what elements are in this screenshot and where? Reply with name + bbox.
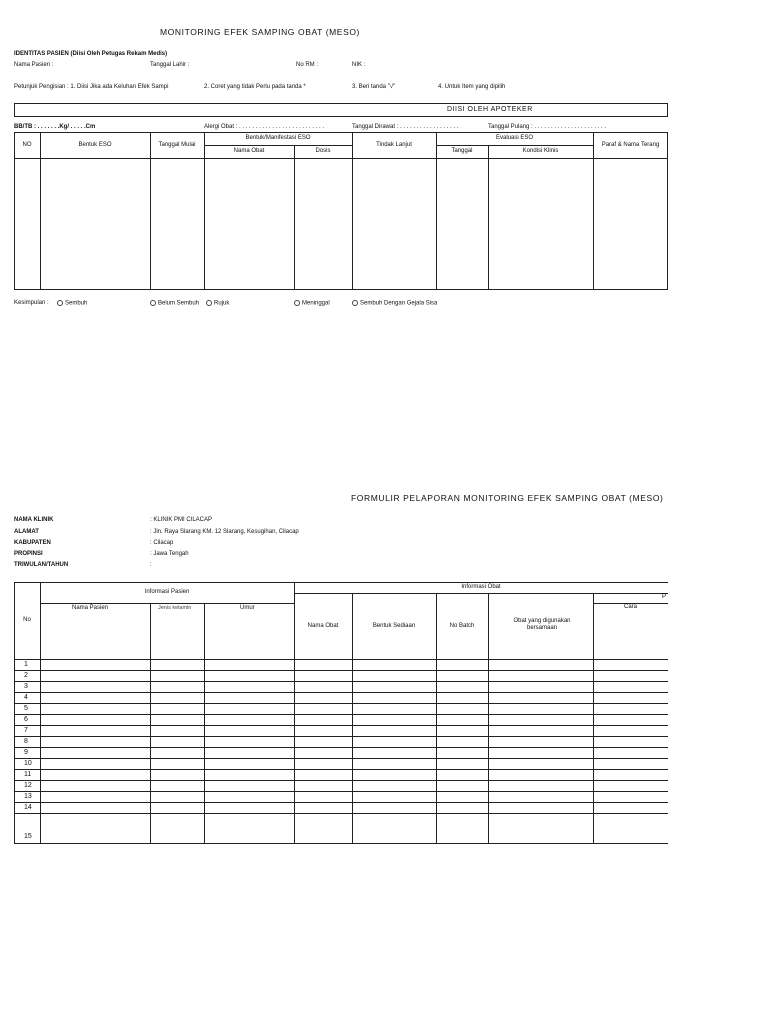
col-kondisi-klinis: Kondisi Klinis — [522, 148, 559, 155]
row-number: 10 — [24, 760, 32, 767]
col-obat-bersamaan: Obat yang digunakan bersamaan — [513, 618, 571, 631]
col-paraf: Paraf & Nama Terang — [601, 141, 660, 148]
row-number: 3 — [24, 683, 28, 690]
apoteker-banner-box — [14, 103, 668, 117]
info-label: NAMA KLINIK — [14, 517, 54, 523]
radio-icon — [206, 300, 212, 306]
col-jenis-kelamin: Jenis kelamin — [158, 605, 192, 611]
alergi-field[interactable]: Alergi Obat : . . . . . . . . . . . . . . . . . . . . . . . . . . — [204, 124, 325, 130]
row-number: 15 — [24, 833, 32, 840]
row-number: 9 — [24, 749, 28, 756]
no-rm-label: No RM : — [296, 62, 319, 68]
kesimpulan-label: Kesimpulan : — [14, 300, 49, 306]
option-sembuh[interactable]: Sembuh — [57, 300, 87, 307]
radio-icon — [352, 300, 358, 306]
row-number: 5 — [24, 705, 28, 712]
info-label: TRIWULAN/TAHUN — [14, 562, 69, 568]
option-belum-sembuh[interactable]: Belum Sembuh — [150, 300, 199, 307]
col-p-cut: P — [662, 594, 667, 600]
col-tindak-lanjut: Tindak Lanjut — [376, 141, 412, 148]
info-label: PROPINSI — [14, 551, 43, 557]
bb-tb-field[interactable]: BB/TB : . . . . . . .Kg/ . . . . .Cm — [14, 124, 96, 130]
row-number: 6 — [24, 716, 28, 723]
col-no: No — [23, 617, 31, 624]
row-number: 13 — [24, 793, 32, 800]
report-table-bottom — [14, 843, 668, 844]
info-label: ALAMAT — [14, 529, 39, 535]
info-value: : Cilacap — [150, 540, 174, 546]
row-number: 2 — [24, 672, 28, 679]
col-tanggal: Tanggal — [451, 148, 473, 155]
instruction-item-4: 4. Untuk Item yang dipilih — [438, 84, 506, 90]
col-cara: Cara — [623, 604, 637, 611]
radio-icon — [294, 300, 300, 306]
option-sembuh-gejala-sisa[interactable]: Sembuh Dengan Gejala Sisa — [352, 300, 437, 307]
row-number: 7 — [24, 727, 28, 734]
identity-header: IDENTITAS PASIEN (Diisi Oleh Petugas Rekam Medis) — [14, 51, 168, 57]
row-number: 1 — [24, 661, 28, 668]
option-meninggal[interactable]: Meninggal — [294, 300, 330, 307]
col-no-batch: No Batch — [449, 622, 475, 629]
col-tanggal-mulai: Tanggal Mulai — [158, 141, 196, 148]
info-value: : Jawa Tengah — [150, 551, 189, 557]
col-nama-obat: Nama Obat — [307, 622, 339, 629]
col-umur: Umur — [240, 605, 255, 611]
col-bentuk-eso: Bentuk ESO — [78, 141, 112, 148]
col-informasi-pasien: Informasi Pasien — [144, 589, 190, 596]
radio-icon — [57, 300, 63, 306]
pelaporan-title: FORMULIR PELAPORAN MONITORING EFEK SAMPING OBAT (MESO) — [351, 493, 664, 503]
info-value: : KLINIK PMI CILACAP — [150, 517, 213, 523]
radio-icon — [150, 300, 156, 306]
apoteker-banner: DIISI OLEH APOTEKER — [447, 106, 533, 113]
nama-pasien-label: Nama Pasien : — [14, 62, 54, 68]
info-label: KABUPATEN — [14, 540, 51, 546]
col-no: NO — [22, 141, 32, 148]
tanggal-pulang-field[interactable]: Tanggal Pulang : . . . . . . . . . . . . . . . . . . . . . . — [488, 124, 607, 130]
option-rujuk[interactable]: Rujuk — [206, 300, 229, 307]
col-dosis: Dosis — [315, 148, 331, 155]
info-value: : — [150, 562, 152, 568]
row-number: 8 — [24, 738, 28, 745]
tanggal-dirawat-field[interactable]: Tanggal Dirawat : . . . . . . . . . . . . . . . . . . — [352, 124, 459, 130]
instruction-item-3: 3. Beri tanda "√" — [352, 84, 396, 90]
col-bentuk-sediaan: Bentuk Sediaan — [372, 622, 416, 629]
meso-title: MONITORING EFEK SAMPING OBAT (MESO) — [160, 27, 360, 37]
instruction-item-2: 2. Coret yang tidak Perlu pada tanda * — [204, 84, 306, 90]
col-bentuk-manifestasi: Bentuk/Manifestasi ESO — [245, 135, 311, 142]
row-number: 4 — [24, 694, 28, 701]
col-evaluasi-eso: Evaluasi ESO — [495, 135, 534, 142]
nik-label: NIK : — [352, 62, 366, 68]
col-nama-pasien: Nama Pasien — [72, 605, 109, 611]
info-value: : Jln. Raya Slarang KM. 12 Slarang, Kesugihan, Cilacap — [150, 529, 299, 535]
col-informasi-obat: Informasi Obat — [461, 584, 501, 591]
tanggal-lahir-label: Tanggal Lahir : — [150, 62, 190, 68]
row-number: 11 — [24, 771, 32, 778]
row-number: 14 — [24, 804, 32, 811]
col-nama-obat: Nama Obat — [233, 148, 265, 155]
row-number: 12 — [24, 782, 32, 789]
instructions-label: Petunjuk Pengisian : 1. Diisi Jika ada Keluhan Efek Sampi — [14, 84, 169, 90]
